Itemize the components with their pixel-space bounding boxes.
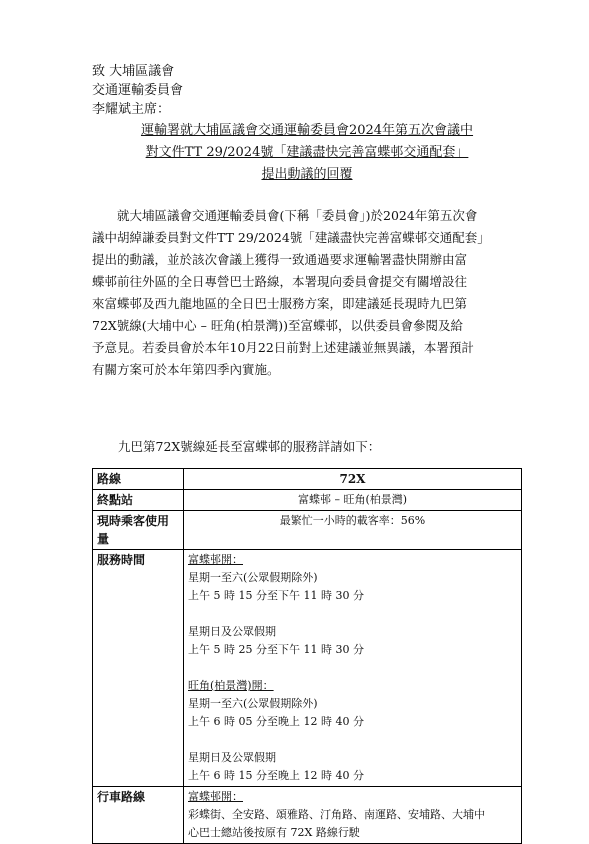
spacer: [188, 605, 517, 623]
body-line-5: 來富蝶邨及西九龍地區的全日巴士服務方案，即建議延長現時九巴第: [92, 296, 468, 311]
table-row: [93, 469, 522, 490]
title-line-1: 運輸署就大埔區議會交通運輸委員會2024年第五次會議中: [140, 123, 474, 138]
table-row: [93, 787, 522, 844]
route-value: 72X: [184, 469, 522, 490]
route-label: 路線: [93, 469, 184, 490]
title-line-2: 對文件TT 29/2024號「建議盡快完善富蝶邨交通配套」: [145, 145, 469, 160]
routing-label: 行車路線: [93, 787, 184, 844]
body-line-3: 提出的動議，並於該次會議上獲得一致通過要求運輸署盡快開辦由富: [92, 252, 468, 267]
body-line-7: 予意見。若委員會於本年10月22日前對上述建議並無異議，本署預計: [92, 340, 474, 355]
hours-b-weekday-time: 上午 6 時 05 分至晚上 12 時 40 分: [188, 715, 364, 728]
usage-value: 最繁忙一小時的載客率：56%: [184, 511, 522, 550]
hours-a-weekday: 星期一至六(公眾假期除外): [188, 571, 318, 584]
title-line-3: 提出動議的回覆: [261, 167, 353, 182]
recipient-line: 致 大埔區議會: [92, 64, 175, 79]
hours-b-holiday: 星期日及公眾假期: [188, 751, 276, 764]
usage-label: 現時乘客使用量: [93, 511, 184, 550]
terminus-label: 終點站: [93, 490, 184, 511]
spacer: [188, 731, 517, 749]
recipient-committee: 交通運輸委員會: [92, 83, 184, 98]
body-line-6: 72X號線(大埔中心 – 旺角(柏景灣))至富蝶邨，以供委員會參閱及給: [92, 318, 464, 333]
body-line-4: 蝶邨前往外區的全日專營巴士路線，本署現向委員會提交有關增設往: [92, 274, 468, 289]
hours-b-weekday: 星期一至六(公眾假期除外): [188, 697, 318, 710]
body-line-2: 議中胡綽謙委員對文件TT 29/2024號「建議盡快完善富蝶邨交通配套」: [92, 230, 490, 245]
table-row: [93, 550, 522, 787]
hours-cell: [184, 550, 522, 787]
spacer: [188, 659, 517, 677]
routing-from-a: 富蝶邨開：: [188, 790, 243, 803]
hours-from-b: 旺角(柏景灣)開：: [188, 679, 274, 692]
table-intro: 九巴第72X號線延長至富蝶邨的服務詳請如下：: [118, 439, 381, 454]
hours-label: 服務時間: [93, 550, 184, 787]
routing-cell: [184, 787, 522, 844]
hours-a-holiday: 星期日及公眾假期: [188, 625, 276, 638]
routing-line-1: 彩蝶街、全安路、頌雅路、汀角路、南運路、安埔路、大埔中: [188, 808, 485, 821]
hours-b-holiday-time: 上午 6 時 15 分至晚上 12 時 40 分: [188, 769, 364, 782]
terminus-value: 富蝶邨 – 旺角(柏景灣): [184, 490, 522, 511]
table-row: [93, 490, 522, 511]
service-details-table: [92, 468, 522, 844]
body-line-8: 有關方案可於本年第四季內實施。: [92, 362, 280, 377]
body-line-1: 就大埔區議會交通運輸委員會(下稱「委員會」)於2024年第五次會: [117, 208, 478, 223]
routing-line-2: 心巴士總站後按原有 72X 路線行駛: [188, 826, 360, 839]
table-row: [93, 511, 522, 550]
hours-a-weekday-time: 上午 5 時 15 分至下午 11 時 30 分: [188, 589, 364, 602]
hours-a-holiday-time: 上午 5 時 25 分至下午 11 時 30 分: [188, 643, 364, 656]
hours-from-a: 富蝶邨開：: [188, 553, 243, 566]
recipient-chairman: 李耀斌主席：: [92, 102, 171, 117]
